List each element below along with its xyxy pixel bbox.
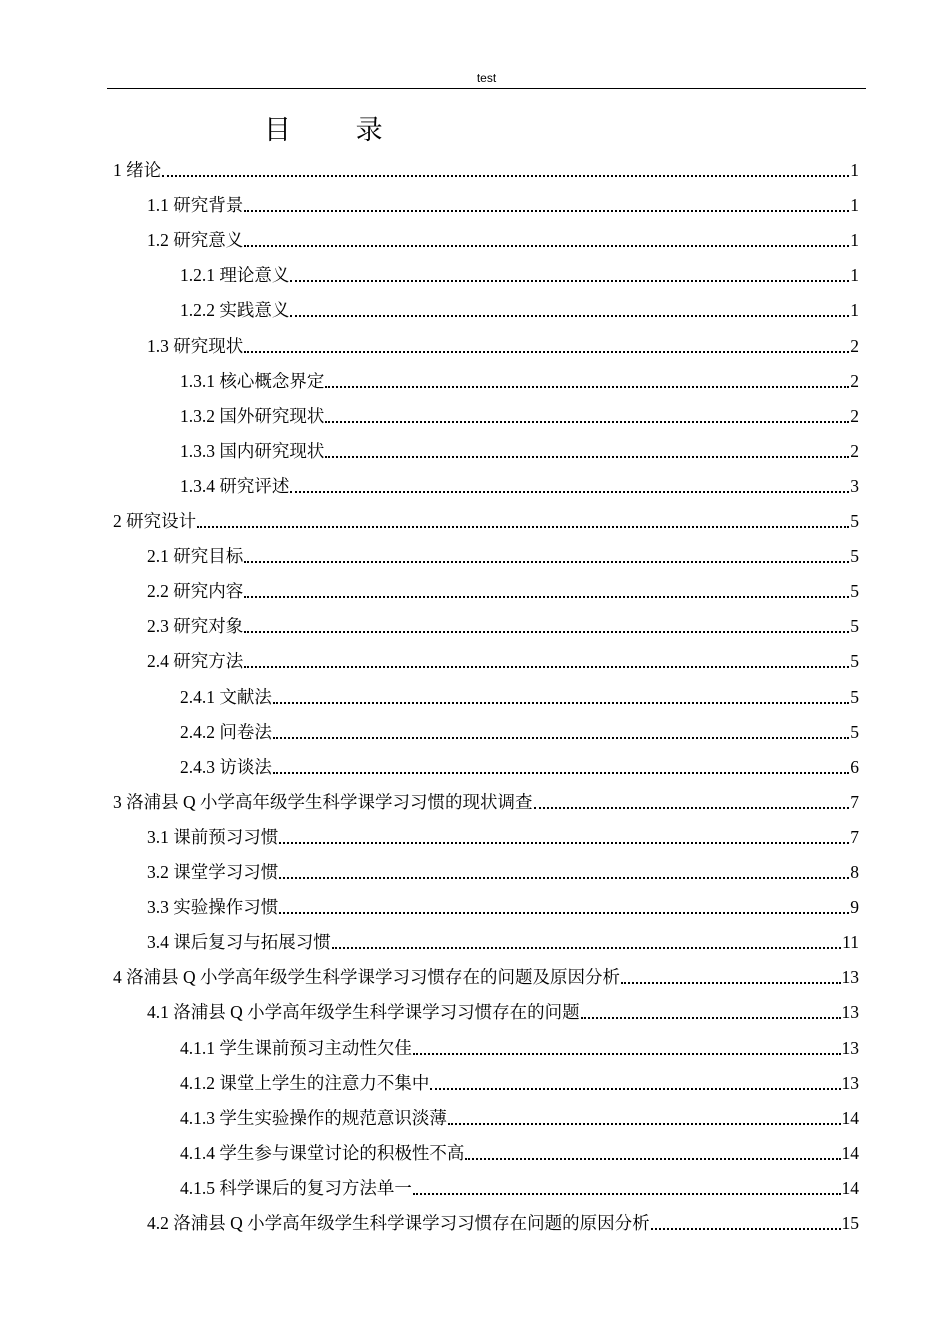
dot-leader bbox=[290, 280, 849, 282]
dot-leader bbox=[290, 491, 849, 493]
toc-entry[interactable] bbox=[180, 1167, 859, 1199]
toc-entry-title: 1.3 研究现状 bbox=[147, 335, 244, 356]
toc-entry-title: 3.1 课前预习习惯 bbox=[147, 826, 279, 847]
toc-entry-page: 8 bbox=[850, 862, 859, 882]
toc-entry[interactable] bbox=[147, 886, 859, 918]
toc-entry-title: 2 研究设计 bbox=[113, 511, 197, 531]
toc-entry-title: 2.4.2 问卷法 bbox=[180, 721, 272, 742]
toc-entry[interactable] bbox=[147, 219, 859, 251]
dot-leader bbox=[413, 1193, 841, 1195]
toc-entry-page: 14 bbox=[841, 1107, 859, 1128]
toc-entry-page: 1 bbox=[850, 195, 859, 216]
toc-entry[interactable] bbox=[147, 816, 859, 848]
toc-entry-title: 1.2.2 实践意义 bbox=[180, 300, 290, 321]
toc-entry-page: 11 bbox=[842, 932, 859, 953]
toc-entry-page: 7 bbox=[850, 791, 859, 812]
toc-entry[interactable] bbox=[147, 851, 859, 883]
toc-entry[interactable] bbox=[113, 500, 859, 532]
toc-entry[interactable] bbox=[147, 921, 859, 953]
toc-entry-page: 5 bbox=[850, 651, 859, 672]
toc-entry-page: 2 bbox=[850, 335, 859, 356]
dot-leader bbox=[279, 877, 849, 879]
toc-entry[interactable] bbox=[147, 535, 859, 567]
toc-entry[interactable] bbox=[147, 605, 859, 637]
dot-leader bbox=[273, 772, 849, 774]
dot-leader bbox=[534, 807, 850, 809]
toc-entry-page: 13 bbox=[841, 1037, 859, 1058]
toc-entry-title: 1.1 研究背景 bbox=[147, 195, 244, 216]
toc-entry-page: 1 bbox=[850, 230, 859, 251]
toc-entry-title: 2.4.1 文献法 bbox=[180, 686, 272, 707]
toc-entry-page: 1 bbox=[850, 300, 859, 321]
toc-entry-title: 4.1.1 学生课前预习主动性欠佳 bbox=[180, 1037, 412, 1058]
page-header: test bbox=[476, 71, 497, 85]
toc-entry-title: 2.4.3 访谈法 bbox=[180, 756, 272, 777]
dot-leader bbox=[651, 1228, 841, 1230]
toc-entry-title: 3.4 课后复习与拓展习惯 bbox=[147, 932, 331, 953]
toc-entry[interactable] bbox=[180, 254, 859, 286]
toc-entry-title: 1.3.3 国内研究现状 bbox=[180, 440, 325, 461]
toc-entry-title: 2.3 研究对象 bbox=[147, 616, 244, 637]
toc-entry-page: 5 bbox=[850, 511, 859, 531]
toc-entry-title: 4.1.2 课堂上学生的注意力不集中 bbox=[180, 1072, 430, 1093]
toc-entry-page: 1 bbox=[850, 265, 859, 286]
toc-entry-page: 5 bbox=[850, 581, 859, 602]
toc-entry-page: 7 bbox=[850, 826, 859, 847]
dot-leader bbox=[279, 842, 849, 844]
dot-leader bbox=[413, 1053, 841, 1055]
toc-entry-title: 1.3.1 核心概念界定 bbox=[180, 370, 325, 391]
toc-entry[interactable] bbox=[180, 676, 859, 708]
toc-entry-page: 13 bbox=[841, 1072, 859, 1093]
toc-title: 目 录 bbox=[264, 115, 411, 146]
toc-entry[interactable] bbox=[147, 640, 859, 672]
toc-entry-page: 15 bbox=[841, 1213, 859, 1233]
toc-entry[interactable] bbox=[113, 781, 859, 813]
toc-entry-page: 9 bbox=[850, 897, 859, 918]
toc-entry[interactable] bbox=[113, 956, 859, 988]
header-rule bbox=[107, 88, 866, 89]
toc-entry-page: 1 bbox=[850, 160, 859, 180]
dot-leader bbox=[197, 526, 849, 528]
toc-entry-title: 2.4 研究方法 bbox=[147, 651, 244, 672]
toc-entry[interactable] bbox=[180, 1097, 859, 1129]
toc-entry[interactable] bbox=[147, 1202, 859, 1234]
toc-entry-page: 5 bbox=[850, 616, 859, 637]
toc-entry-title: 4.1 洛浦县 Q 小学高年级学生科学课学习习惯存在的问题 bbox=[147, 1002, 580, 1023]
toc-entry[interactable] bbox=[180, 711, 859, 743]
dot-leader bbox=[325, 386, 849, 388]
dot-leader bbox=[430, 1088, 840, 1090]
toc-entry[interactable] bbox=[147, 325, 859, 357]
toc-entry-page: 14 bbox=[841, 1177, 859, 1198]
toc-entry-title: 2.1 研究目标 bbox=[147, 546, 244, 567]
toc-entry-title: 2.2 研究内容 bbox=[147, 581, 244, 602]
toc-entry-page: 13 bbox=[841, 967, 859, 988]
toc-entry-title: 1.3.2 国外研究现状 bbox=[180, 405, 325, 426]
dot-leader bbox=[244, 561, 849, 563]
toc-entry-title: 3.2 课堂学习习惯 bbox=[147, 862, 279, 882]
toc-entry-title: 3.3 实验操作习惯 bbox=[147, 897, 279, 918]
toc-entry[interactable] bbox=[180, 1132, 859, 1164]
toc-entry[interactable] bbox=[147, 184, 859, 216]
toc-entry-page: 2 bbox=[850, 440, 859, 461]
toc-entry-title: 4.1.4 学生参与课堂讨论的积极性不高 bbox=[180, 1142, 465, 1163]
dot-leader bbox=[244, 210, 849, 212]
toc-entry[interactable] bbox=[113, 149, 859, 181]
toc-entry[interactable] bbox=[180, 430, 859, 462]
toc-entry-title: 1.3.4 研究评述 bbox=[180, 475, 290, 496]
toc-entry-page: 6 bbox=[850, 756, 859, 777]
dot-leader bbox=[332, 947, 841, 949]
dot-leader bbox=[621, 982, 840, 984]
toc-entry[interactable] bbox=[180, 1062, 859, 1094]
toc-entry[interactable] bbox=[180, 465, 859, 497]
toc-entry[interactable] bbox=[180, 746, 859, 778]
dot-leader bbox=[448, 1123, 841, 1125]
dot-leader bbox=[290, 315, 849, 317]
toc-entry-title: 4.1.3 学生实验操作的规范意识淡薄 bbox=[180, 1107, 447, 1128]
dot-leader bbox=[465, 1158, 840, 1160]
toc-entry-title: 3 洛浦县 Q 小学高年级学生科学课学习习惯的现状调查 bbox=[113, 791, 533, 812]
toc-entry-page: 2 bbox=[850, 370, 859, 391]
dot-leader bbox=[273, 702, 849, 704]
dot-leader bbox=[325, 456, 849, 458]
dot-leader bbox=[581, 1017, 841, 1019]
dot-leader bbox=[244, 666, 849, 668]
dot-leader bbox=[325, 421, 849, 423]
toc-entry-page: 5 bbox=[850, 721, 859, 742]
toc-entry-title: 4.1.5 科学课后的复习方法单一 bbox=[180, 1177, 412, 1198]
dot-leader bbox=[244, 596, 849, 598]
dot-leader bbox=[244, 631, 849, 633]
toc-entry[interactable] bbox=[180, 1027, 859, 1059]
toc-entry-page: 3 bbox=[850, 475, 859, 496]
toc-entry[interactable] bbox=[180, 360, 859, 392]
toc-entry-page: 14 bbox=[841, 1142, 859, 1163]
toc-entry-title: 4.2 洛浦县 Q 小学高年级学生科学课学习习惯存在问题的原因分析 bbox=[147, 1213, 650, 1233]
toc-entry-page: 13 bbox=[841, 1002, 859, 1023]
toc-entry-page: 2 bbox=[850, 405, 859, 426]
dot-leader bbox=[279, 912, 849, 914]
toc-entry-title: 4 洛浦县 Q 小学高年级学生科学课学习习惯存在的问题及原因分析 bbox=[113, 967, 621, 988]
dot-leader bbox=[273, 737, 849, 739]
dot-leader bbox=[244, 351, 849, 353]
toc-entry[interactable] bbox=[147, 570, 859, 602]
dot-leader bbox=[162, 175, 849, 177]
toc-entry-title: 1.2.1 理论意义 bbox=[180, 265, 290, 286]
toc-entry[interactable] bbox=[180, 289, 859, 321]
dot-leader bbox=[244, 245, 849, 247]
toc-entry-title: 1.2 研究意义 bbox=[147, 230, 244, 251]
toc-entry[interactable] bbox=[180, 395, 859, 427]
toc-entry[interactable] bbox=[147, 991, 859, 1023]
toc-entry-page: 5 bbox=[850, 546, 859, 567]
toc-entry-page: 5 bbox=[850, 686, 859, 707]
toc-entry-title: 1 绪论 bbox=[113, 160, 162, 180]
